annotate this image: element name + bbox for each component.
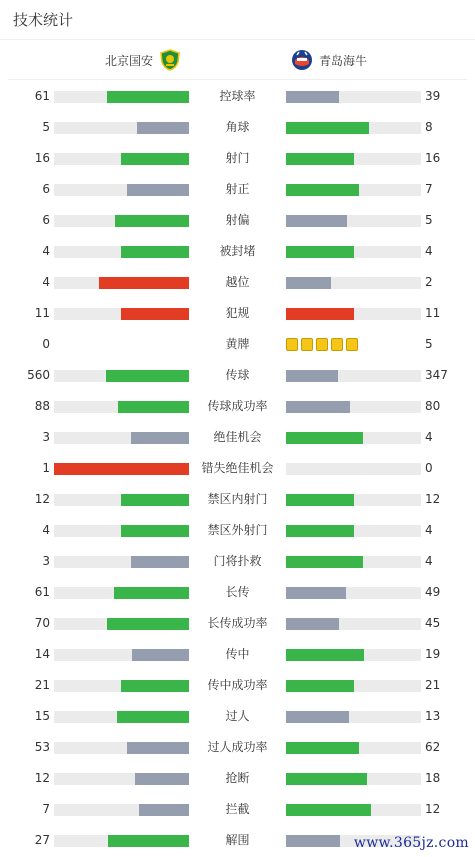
away-stat-value: 347 — [425, 368, 448, 382]
home-stat-bar — [54, 215, 189, 227]
stat-label: 错失绝佳机会 — [201, 461, 274, 475]
stat-row — [0, 794, 475, 825]
stat-row — [0, 515, 475, 546]
home-stat-value: 0 — [42, 337, 50, 351]
home-stat-bar — [54, 804, 189, 816]
home-stat-value: 5 — [42, 120, 50, 134]
away-stat-bar — [286, 122, 421, 134]
away-stat-bar-fill — [286, 711, 349, 723]
away-stat-bar-fill — [286, 184, 359, 196]
away-yellow-cards — [286, 338, 358, 352]
yellow-card-icon — [301, 338, 313, 351]
away-team-name: 青岛海牛 — [319, 53, 368, 68]
home-stat-bar-fill — [127, 742, 189, 754]
page-title: 技术统计 — [13, 11, 74, 29]
home-stat-bar-fill — [114, 587, 189, 599]
stat-label: 传球成功率 — [207, 399, 268, 413]
home-stat-value: 4 — [42, 244, 50, 258]
away-stat-bar-fill — [286, 525, 354, 537]
stat-label: 门将扑救 — [213, 554, 262, 568]
home-stat-bar-fill — [107, 91, 189, 103]
stat-label: 拦截 — [225, 802, 250, 816]
stat-row — [0, 608, 475, 639]
stat-label: 过人 — [225, 709, 250, 723]
stat-label: 射门 — [225, 151, 250, 165]
stat-label: 传球 — [225, 368, 250, 382]
home-stat-bar — [54, 773, 189, 785]
stat-label: 传中成功率 — [207, 678, 268, 692]
home-stat-bar — [54, 711, 189, 723]
home-stat-bar-fill — [54, 463, 189, 475]
away-stat-bar-fill — [286, 308, 354, 320]
away-stat-value: 5 — [425, 213, 433, 227]
yellow-card-icon — [346, 338, 358, 351]
away-stat-bar — [286, 308, 421, 320]
away-stat-bar — [286, 804, 421, 816]
away-stat-value: 19 — [425, 647, 441, 661]
away-stat-bar-fill — [286, 587, 346, 599]
home-stat-value: 53 — [34, 740, 50, 754]
away-stat-bar — [286, 401, 421, 413]
away-stat-bar-fill — [286, 153, 354, 165]
away-stat-bar — [286, 680, 421, 692]
stat-label: 禁区内射门 — [207, 492, 268, 506]
away-stat-bar-fill — [286, 370, 338, 382]
home-stat-bar — [54, 122, 189, 134]
home-stat-bar — [54, 742, 189, 754]
home-stat-bar-fill — [135, 773, 189, 785]
home-stat-bar — [54, 680, 189, 692]
away-stat-bar — [286, 742, 421, 754]
away-stat-bar-fill — [286, 91, 339, 103]
home-stat-value: 560 — [27, 368, 50, 382]
away-stat-value: 21 — [425, 678, 441, 692]
away-stat-value: 62 — [425, 740, 441, 754]
header — [0, 0, 475, 40]
stat-label: 射偏 — [225, 213, 250, 227]
home-stat-value: 21 — [34, 678, 50, 692]
home-stat-bar-fill — [121, 308, 189, 320]
away-stat-value: 39 — [425, 89, 441, 103]
stat-label: 被封堵 — [219, 244, 256, 258]
away-stat-value: 4 — [425, 554, 433, 568]
home-stat-value: 1 — [42, 461, 50, 475]
away-stat-value: 7 — [425, 182, 433, 196]
away-stat-bar-fill — [286, 804, 371, 816]
away-stat-bar-fill — [286, 742, 359, 754]
away-stat-bar — [286, 91, 421, 103]
home-stat-value: 3 — [42, 554, 50, 568]
stat-label: 角球 — [225, 120, 250, 134]
away-stat-bar-fill — [286, 556, 363, 568]
stat-row — [0, 453, 475, 484]
stat-label: 控球率 — [219, 89, 256, 103]
home-stat-bar — [54, 308, 189, 320]
home-stat-value: 88 — [34, 399, 50, 413]
home-stat-value: 7 — [42, 802, 50, 816]
stat-row — [0, 422, 475, 453]
home-stat-bar-fill — [106, 370, 189, 382]
away-stat-bar-fill — [286, 277, 331, 289]
stat-row — [0, 267, 475, 298]
stat-label: 禁区外射门 — [207, 523, 268, 537]
home-stat-bar — [54, 153, 189, 165]
away-stat-bar — [286, 711, 421, 723]
away-stat-value: 13 — [425, 709, 441, 723]
home-stat-bar — [54, 618, 189, 630]
stat-label: 解围 — [225, 833, 250, 847]
home-stat-value: 6 — [42, 182, 50, 196]
home-stat-bar — [54, 184, 189, 196]
home-stat-value: 61 — [34, 585, 50, 599]
away-stat-bar-fill — [286, 680, 354, 692]
away-stat-value: 5 — [425, 337, 433, 351]
away-stat-value: 12 — [425, 802, 441, 816]
stats-list — [0, 81, 475, 856]
teams-header — [8, 40, 467, 80]
away-stat-bar — [286, 773, 421, 785]
stat-row — [0, 298, 475, 329]
beijing-guoan-crest-icon — [159, 49, 181, 71]
home-stat-value: 70 — [34, 616, 50, 630]
home-stat-value: 61 — [34, 89, 50, 103]
stat-label: 过人成功率 — [207, 740, 268, 754]
home-stat-bar-fill — [132, 649, 189, 661]
away-stat-bar — [286, 370, 421, 382]
away-stat-bar — [286, 649, 421, 661]
stat-label: 抢断 — [225, 771, 250, 785]
home-stat-bar — [54, 246, 189, 258]
home-stat-bar-fill — [121, 246, 189, 258]
away-stat-value: 0 — [425, 461, 433, 475]
yellow-card-icon — [331, 338, 343, 351]
away-stat-value: 11 — [425, 306, 441, 320]
home-stat-value: 12 — [34, 492, 50, 506]
home-stat-bar-fill — [121, 494, 189, 506]
stat-label: 黄牌 — [225, 337, 250, 351]
home-stat-value: 16 — [34, 151, 50, 165]
away-stat-bar — [286, 556, 421, 568]
home-stat-bar-fill — [139, 804, 189, 816]
home-stat-value: 4 — [42, 523, 50, 537]
away-stat-bar — [286, 277, 421, 289]
stat-row — [0, 546, 475, 577]
away-stat-bar — [286, 432, 421, 444]
away-stat-value: 16 — [425, 151, 441, 165]
stat-label: 长传成功率 — [207, 616, 268, 630]
stat-label: 犯规 — [225, 306, 250, 320]
stat-row — [0, 670, 475, 701]
home-stat-value: 6 — [42, 213, 50, 227]
away-stat-value: 45 — [425, 616, 441, 630]
away-stat-value: 49 — [425, 585, 441, 599]
qingdao-hainiu-crest-icon — [291, 49, 313, 71]
away-stat-value: 4 — [425, 430, 433, 444]
away-stat-value: 80 — [425, 399, 441, 413]
stat-row — [0, 360, 475, 391]
away-stat-bar-fill — [286, 215, 347, 227]
home-stat-value: 15 — [34, 709, 50, 723]
home-stat-bar-fill — [107, 618, 189, 630]
home-stat-bar — [54, 401, 189, 413]
stat-row — [0, 639, 475, 670]
away-stat-bar-fill — [286, 122, 369, 134]
home-stat-bar — [54, 463, 189, 475]
home-stat-bar — [54, 370, 189, 382]
away-stat-bar-fill — [286, 401, 350, 413]
home-stat-bar-fill — [115, 215, 189, 227]
yellow-card-icon — [286, 338, 298, 351]
away-stat-value: 8 — [425, 120, 433, 134]
home-stat-value: 14 — [34, 647, 50, 661]
away-stat-bar-fill — [286, 494, 354, 506]
away-stat-value: 4 — [425, 244, 433, 258]
stat-row — [0, 236, 475, 267]
away-stat-bar-fill — [286, 246, 354, 258]
stat-label: 长传 — [225, 585, 250, 599]
away-stat-bar — [286, 525, 421, 537]
stat-row — [0, 81, 475, 112]
stat-row — [0, 763, 475, 794]
away-stat-bar-fill — [286, 773, 367, 785]
home-stat-bar — [54, 649, 189, 661]
home-stat-value: 11 — [34, 306, 50, 320]
stat-row — [0, 484, 475, 515]
stat-row — [0, 174, 475, 205]
away-stat-bar — [286, 153, 421, 165]
away-stat-value: 12 — [425, 492, 441, 506]
home-stat-value: 4 — [42, 275, 50, 289]
away-stat-bar-fill — [286, 835, 340, 847]
away-stat-bar — [286, 618, 421, 630]
home-stat-bar — [54, 277, 189, 289]
stat-row — [0, 701, 475, 732]
away-stat-value: 2 — [425, 275, 433, 289]
stat-row — [0, 732, 475, 763]
home-stat-bar — [54, 91, 189, 103]
stat-row — [0, 112, 475, 143]
watermark: www.365jz.com — [353, 835, 469, 851]
yellow-card-icon — [316, 338, 328, 351]
away-stat-bar — [286, 587, 421, 599]
home-stat-bar-fill — [121, 680, 189, 692]
home-stat-bar — [54, 432, 189, 444]
home-stat-bar — [54, 556, 189, 568]
stat-row — [0, 143, 475, 174]
away-stat-bar — [286, 215, 421, 227]
home-stat-bar-fill — [118, 401, 189, 413]
away-stat-bar-fill — [286, 432, 363, 444]
home-team-name: 北京国安 — [104, 53, 153, 68]
stat-label: 绝佳机会 — [213, 430, 262, 444]
home-stat-value: 12 — [34, 771, 50, 785]
home-stat-bar — [54, 587, 189, 599]
home-stat-value: 3 — [42, 430, 50, 444]
away-stat-value: 4 — [425, 523, 433, 537]
away-stat-bar — [286, 184, 421, 196]
away-team[interactable] — [291, 40, 367, 80]
home-stat-bar-fill — [121, 153, 189, 165]
stat-row — [0, 577, 475, 608]
away-stat-bar-fill — [286, 649, 364, 661]
stat-label: 射正 — [225, 182, 250, 196]
away-stat-bar — [286, 463, 421, 475]
away-stat-value: 18 — [425, 771, 441, 785]
stat-row — [0, 391, 475, 422]
home-stat-bar — [54, 835, 189, 847]
home-team[interactable] — [105, 40, 181, 80]
home-stat-bar — [54, 525, 189, 537]
home-stat-bar-fill — [99, 277, 189, 289]
away-stat-bar — [286, 494, 421, 506]
home-stat-value: 27 — [34, 833, 50, 847]
stat-label: 传中 — [225, 647, 250, 661]
home-stat-bar-fill — [131, 432, 189, 444]
away-stat-bar — [286, 246, 421, 258]
home-stat-bar-fill — [127, 184, 189, 196]
stat-label: 越位 — [225, 275, 250, 289]
stat-row — [0, 329, 475, 360]
away-stat-bar-fill — [286, 618, 339, 630]
home-stat-bar-fill — [137, 122, 189, 134]
home-stat-bar-fill — [131, 556, 189, 568]
home-stat-bar-fill — [117, 711, 189, 723]
home-stat-bar — [54, 494, 189, 506]
home-stat-bar-fill — [121, 525, 189, 537]
home-stat-bar-fill — [108, 835, 189, 847]
stat-row — [0, 205, 475, 236]
